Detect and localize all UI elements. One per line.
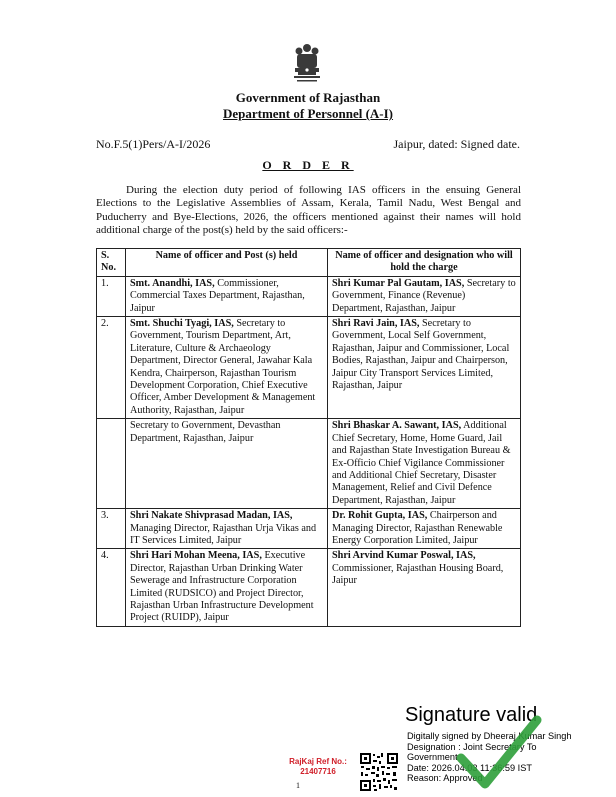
department-heading: Department of Personnel (A-I) (222, 106, 394, 121)
signature-line: Designation : Joint Secretary To (407, 741, 537, 752)
charge-officer-post: Commissioner, Rajasthan Housing Board, Jaipur (332, 562, 504, 587)
table-row (97, 419, 521, 509)
officer-post: Secretary to Government, Devasthan Department, Rajasthan, Jaipur (130, 420, 281, 444)
charge-cell (328, 317, 521, 419)
charge-officer-post: Additional Chief Secretary, Home, Home Guard, Jail and Rajasthan State Investigation Bureau & Ex-Officio Chief Vigilance Commissioner and Additional Chief Secretary, Disaster Management, Relief and Civil Defence Department, Rajasthan, Jaipur (332, 420, 511, 506)
place-date: Jaipur, dated: Signed date. (393, 137, 520, 151)
signature-line: Digitally signed by Dheeraj Kumar Singh (407, 731, 572, 741)
signature-line: Reason: Approved (407, 773, 483, 784)
officer-cell (126, 549, 328, 626)
signature-line: Date: 2026.04.03 11:36:59 IST (407, 762, 532, 773)
table-row (97, 509, 521, 549)
charge-officer-name: Shri Ravi Jain, IAS, (332, 318, 420, 330)
table-header-row (97, 249, 521, 277)
officer-post: Executive Director, Rajasthan Urban Drinking Water Sewerage and Infrastructure Corporation Limited (RUDSICO) and Project Director, Rajasthan Urban Infrastructure Development Project (RUIDP), Jaipur (130, 550, 314, 624)
page-number: 1 (296, 781, 300, 790)
government-heading: Government of Rajasthan (235, 90, 381, 105)
officer-cell (126, 419, 328, 509)
reference-label: RajKaj Ref No.: (289, 757, 347, 766)
charge-officer-name: Dr. Rohit Gupta, IAS, (332, 510, 428, 522)
officer-post: Secretary to Government, Tourism Department, Art, Literature, Culture & Archaeology Department, Director General, Jawahar Kala Kendra, Chairperson, Rajasthan Tourism Development Corporation, Chief Executive Officer, Amber Development & Management Authority, Rajasthan, Jaipur (130, 318, 316, 416)
charge-officer-name: Shri Bhaskar A. Sawant, IAS, (332, 420, 462, 432)
charge-cell (328, 419, 521, 509)
charge-cell (328, 509, 521, 549)
order-title: O R D E R (262, 158, 354, 172)
table-row (97, 317, 521, 419)
charge-officer-post: Secretary to Government, Local Self Government, Rajasthan, Jaipur and Commissioner, Local Bodies, Rajasthan, Jaipur and Chairperson, Jaipur City Transport Services Limited, Rajasthan, Jaipur (332, 318, 510, 392)
officer-name: Smt. Shuchi Tyagi, IAS, (130, 318, 234, 330)
row-sno: 4. (97, 549, 126, 626)
green-checkmark-icon (455, 714, 543, 794)
officer-name: Shri Hari Mohan Meena, IAS, (130, 550, 262, 562)
row-sno: 1. (97, 276, 126, 316)
officer-cell (126, 509, 328, 549)
charge-cell (328, 549, 521, 626)
reference-number: 21407716 (300, 767, 336, 776)
rajkaj-reference (278, 757, 358, 777)
row-sno: 2. (97, 317, 126, 419)
header-officer: Name of officer and Post (s) held (126, 249, 328, 277)
officer-name: Shri Nakate Shivprasad Madan, IAS, (130, 510, 293, 522)
officer-post: Managing Director, Rajasthan Urja Vikas and IT Services Limited, Jaipur (130, 522, 317, 546)
charge-officer-name: Shri Arvind Kumar Poswal, IAS, (332, 550, 476, 562)
header-sno: S. No. (97, 249, 126, 277)
state-emblem-icon (289, 42, 325, 84)
row-sno (97, 419, 126, 509)
table-row (97, 549, 521, 626)
charge-table (96, 248, 521, 627)
officer-cell (126, 317, 328, 419)
table-row (97, 276, 521, 316)
officer-cell (126, 276, 328, 316)
charge-cell (328, 276, 521, 316)
charge-officer-name: Shri Kumar Pal Gautam, IAS, (332, 277, 465, 289)
file-number: No.F.5(1)Pers/A-I/2026 (96, 137, 211, 151)
header-charge: Name of officer and designation who will hold the charge (328, 249, 521, 277)
charge-officer-post: Secretary to Government, Finance (Revenue) Department, Rajasthan, Jaipur (332, 277, 516, 314)
signature-line: Government (407, 752, 458, 763)
qr-code-icon (359, 752, 399, 792)
officer-name: Smt. Anandhi, IAS, (130, 277, 215, 289)
officer-post: Commissioner, Commercial Taxes Department, Rajasthan, Jaipur (130, 277, 305, 314)
signature-status: Signature valid (405, 704, 538, 726)
order-body-text: During the election duty period of following IAS officers in the ensuing General Elections to the Legislative Assemblies of Assam, Kerala, Tamil Nadu, West Bengal and Puducherry and Bye-Elections, 2026, the officers mentioned against their names will hold additional charge of the post(s) held by the said officers:- (96, 184, 521, 237)
charge-officer-post: Chairperson and Managing Director, Rajasthan Renewable Energy Corporation Limited, Jaipur (332, 510, 503, 546)
row-sno: 3. (97, 509, 126, 549)
